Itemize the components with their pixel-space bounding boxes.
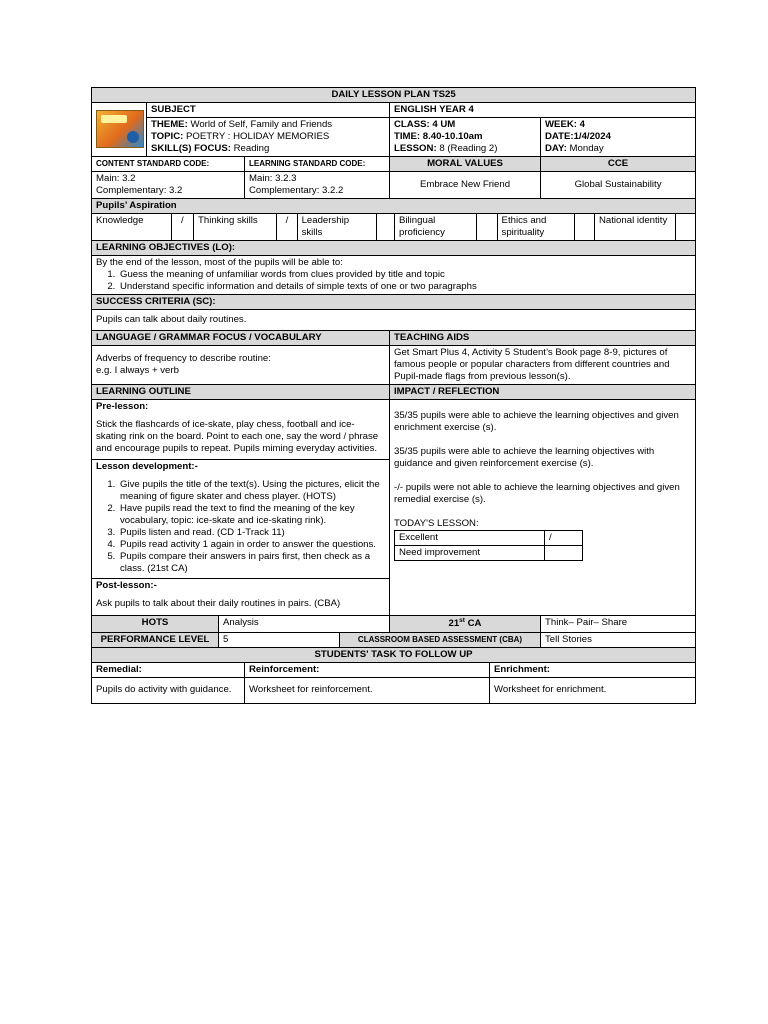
skill-value: Reading <box>230 142 270 154</box>
excellent-mark: / <box>545 530 583 545</box>
language-body: Adverbs of frequency to describe routine: e.g. I always + verb <box>92 345 390 384</box>
post-lesson-label: Post-lesson:- <box>96 580 157 592</box>
cba-value: Tell Stories <box>541 632 696 647</box>
development-item: 3. Pupils listen and read. (CD 1-Track 11) <box>118 527 385 539</box>
outline-body <box>92 399 390 616</box>
impact-label: IMPACT / REFLECTION <box>390 384 696 399</box>
content-standard-value: Main: 3.2 Complementary: 3.2 <box>92 171 245 198</box>
aids-label: TEACHING AIDS <box>390 330 696 345</box>
development-item: 5. Pupils compare their answers in pairs first, then check as a class. (21st CA) <box>118 551 385 575</box>
aspiration-label: Pupils’ Aspiration <box>92 198 696 213</box>
enrichment-text: Worksheet for enrichment. <box>490 677 696 703</box>
pre-lesson-text: Stick the flashcards of ice-skate, play chess, football and ice-skating rink on the board. Point to each one, say the word / phrase and encourage pupils to repeat. Pupils miming everyday activities. <box>96 418 379 454</box>
aspiration-leadership-mark <box>376 214 394 240</box>
aspiration-national: National identity <box>595 214 676 240</box>
reinforcement-label: Reinforcement: <box>245 662 490 677</box>
content-standard-label: CONTENT STANDARD CODE: <box>92 156 245 171</box>
aspiration-knowledge-mark: / <box>171 214 193 240</box>
development-item: 4. Pupils read activity 1 again in order to answer the questions. <box>118 539 385 551</box>
objectives-intro: By the end of the lesson, most of the pupils will be able to: <box>96 256 343 268</box>
aspiration-ethics: Ethics and spirituality <box>497 214 574 240</box>
aids-text: Get Smart Plus 4, Activity 5 Student’s Book page 8-9, pictures of famous people or popular characters from different countries and Pupil-made flags from previous lesson(s). <box>390 345 696 384</box>
moral-values-label: MORAL VALUES <box>390 156 541 171</box>
objectives-body <box>92 255 696 294</box>
objectives-list <box>96 269 691 293</box>
aspiration-table <box>92 214 695 240</box>
pre-lesson-label: Pre-lesson: <box>96 400 149 412</box>
cce-label: CCE <box>541 156 696 171</box>
aspiration-row <box>92 213 696 240</box>
impact-enrichment: 35/35 pupils were able to achieve the learning objectives and given enrichment exercise (s). <box>394 409 679 433</box>
hots-label: HOTS <box>92 616 219 632</box>
aspiration-bilingual-mark <box>477 214 497 240</box>
impact-reinforcement: 35/35 pupils were able to achieve the learning objectives with guidance and given reinforcement exercise (s). <box>394 445 655 469</box>
ca-label: 21st CA <box>390 616 541 632</box>
aspiration-knowledge: Knowledge <box>92 214 171 240</box>
learning-standard-value: Main: 3.2.3 Complementary: 3.2.2 <box>245 171 390 198</box>
book-cover-cell <box>92 102 147 156</box>
objectives-label: LEARNING OBJECTIVES (LO): <box>92 240 696 255</box>
moral-value: Embrace New Friend <box>390 171 541 198</box>
day-value: Monday <box>566 142 604 154</box>
impact-remedial: -/- pupils were not able to achieve the learning objectives and given remedial exercise (s). <box>394 481 680 505</box>
improve-mark <box>545 545 583 560</box>
performance-label: PERFORMANCE LEVEL <box>92 632 219 647</box>
week-label: WEEK: 4 <box>541 117 696 130</box>
today-lesson-table <box>394 530 583 561</box>
development-section <box>92 460 389 580</box>
impact-body <box>390 399 696 616</box>
aspiration-national-mark <box>676 214 695 240</box>
lesson-value: 8 (Reading 2) <box>436 142 498 154</box>
cba-label: CLASSROOM BASED ASSESSMENT (CBA) <box>340 632 541 647</box>
topic-cell: TOPIC: POETRY : HOLIDAY MEMORIES <box>147 131 390 143</box>
excellent-label: Excellent <box>395 530 545 545</box>
topic-value: POETRY : HOLIDAY MEMORIES <box>183 130 330 142</box>
today-lesson-label: TODAY'S LESSON: <box>394 517 479 529</box>
followup-label: STUDENTS' TASK TO FOLLOW UP <box>92 647 696 662</box>
lesson-plan-table <box>91 87 696 704</box>
development-item: 1. Give pupils the title of the text(s). Using the pictures, elicit the meaning of figure skater and chess player. (HOTS) <box>118 479 385 503</box>
page-title: DAILY LESSON PLAN TS25 <box>92 88 696 103</box>
ca-value: Think– Pair– Share <box>541 616 696 632</box>
language-label: LANGUAGE / GRAMMAR FOCUS / VOCABULARY <box>92 330 390 345</box>
aspiration-bilingual: Bilingual proficiency <box>395 214 477 240</box>
subject-label: SUBJECT <box>147 102 390 117</box>
class-label: CLASS: 4 UM <box>390 117 541 130</box>
enrichment-label: Enrichment: <box>490 662 696 677</box>
development-label: Lesson development:- <box>96 460 198 472</box>
post-lesson-text: Ask pupils to talk about their daily routines in pairs. (CBA) <box>96 598 341 610</box>
objective-item: 2. Understand specific information and details of simple texts of one or two paragraphs <box>118 281 691 293</box>
aspiration-ethics-mark <box>574 214 594 240</box>
theme-cell: THEME: World of Self, Family and Friends <box>147 117 390 130</box>
aspiration-thinking: Thinking skills <box>194 214 277 240</box>
theme-value: World of Self, Family and Friends <box>187 118 333 130</box>
aspiration-thinking-mark: / <box>277 214 297 240</box>
date-label: DATE:1/4/2024 <box>541 131 696 143</box>
performance-value: 5 <box>219 632 340 647</box>
development-list <box>96 479 385 575</box>
lesson-cell: LESSON: 8 (Reading 2) <box>390 143 541 156</box>
reinforcement-text: Worksheet for reinforcement. <box>245 677 490 703</box>
remedial-text: Pupils do activity with guidance. <box>92 677 245 703</box>
cce-value: Global Sustainability <box>541 171 696 198</box>
development-item: 2. Have pupils read the text to find the meaning of the key vocabulary, topic: ice-skate and ice-skating rink). <box>118 503 385 527</box>
skill-cell: SKILL(S) FOCUS: Reading <box>147 143 390 156</box>
learning-standard-label: LEARNING STANDARD CODE: <box>245 156 390 171</box>
objective-item: 1. Guess the meaning of unfamiliar words from clues provided by title and topic <box>118 269 691 281</box>
remedial-label: Remedial: <box>92 662 245 677</box>
subject-value: ENGLISH YEAR 4 <box>390 102 696 117</box>
time-label: TIME: 8.40-10.10am <box>390 131 541 143</box>
outline-label: LEARNING OUTLINE <box>92 384 390 399</box>
aspiration-leadership: Leadership skills <box>297 214 376 240</box>
success-text: Pupils can talk about daily routines. <box>92 309 696 330</box>
pre-lesson-section <box>92 400 389 460</box>
hots-value: Analysis <box>219 616 390 632</box>
post-lesson-section <box>92 579 389 615</box>
day-cell: DAY: Monday <box>541 143 696 156</box>
improve-label: Need improvement <box>395 545 545 560</box>
textbook-cover-icon <box>96 110 144 148</box>
success-label: SUCCESS CRITERIA (SC): <box>92 294 696 309</box>
